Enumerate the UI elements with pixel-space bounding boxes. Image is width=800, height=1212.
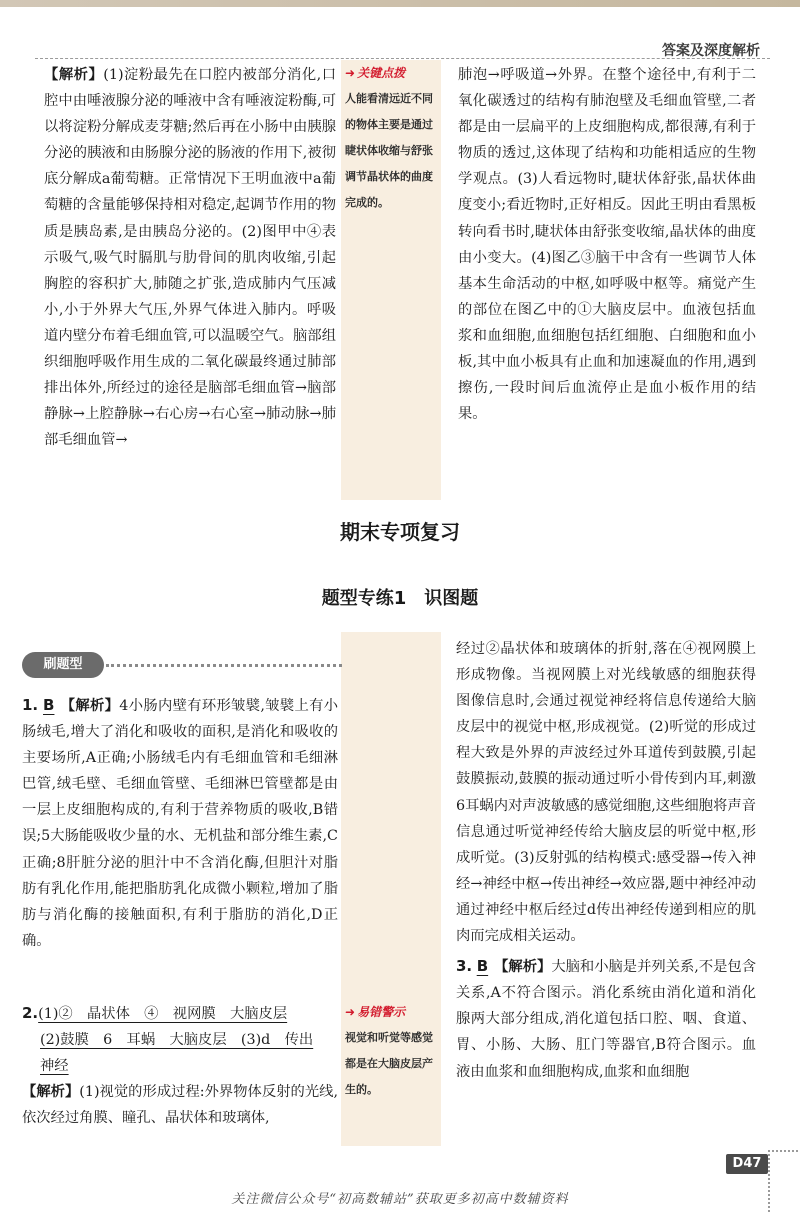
error-warning-text: 视觉和听觉等感觉都是在大脑皮层产生的。 [345,1031,433,1096]
key-point-note [345,63,437,216]
top-right-text: 肺泡→呼吸道→外界。在整个途径中,有利于二氧化碳透过的结构有肺泡壁及毛细血管壁,二者都是由一层扁平的上皮细胞构成,都很薄,有利于物质的透过,这体现了结构和功能相适应的生物学观点。(3)人看远物时,睫状体舒张,晶状体曲度变小;看近物时,正好相反。因此王明由看黑板转向看书时,睫状体由舒张变收缩,晶状体的曲度由小变大。(4)图乙③脑干中含有一些调节人体基本生命活动的中枢,如呼吸中枢等。痛觉产生的部位在图乙中的①大脑皮层中。血液包括血浆和血细胞,血细胞包括红细胞、白细胞和血小板,其中血小板具有止血和加速凝血的作用,遇到擦伤,一段时间后血流停止是血小板作用的结果。 [458,67,756,423]
error-warning-title-text: 易错警示 [357,1005,406,1019]
question-2-number: 2. [22,1004,39,1022]
top-band [0,0,800,7]
question-3-analysis-label: 【解析】 [494,959,552,976]
section-title: 期末专项复习 [340,520,460,544]
question-2-analysis-label: 【解析】 [22,1084,80,1101]
question-2-continuation: 经过②晶状体和玻璃体的折射,落在④视网膜上形成物像。当视网膜上对光线敏感的细胞获得图像信息时,会通过视觉神经将信息传递给大脑皮层中的视觉中枢,形成视觉。(2)听觉的形成过程大致是外界的声波经过外耳道传到鼓膜,引起鼓膜振动,鼓膜的振动通过听小骨传到内耳,刺激6耳蜗内对声波敏感的感觉细胞,这些细胞将声音信息通过听觉神经传给大脑皮层的听觉中枢,形成听觉。(3)反射弧的结构模式:感受器→传入神经→神经中枢→传出神经→效应器,题中神经冲动通过神经中枢后经过d传出神经传递到相应的肌肉而完成相关运动。 [456,641,756,945]
question-2-analysis [22,1079,338,1131]
question-2-text: (1)视觉的形成过程:外界物体反射的光线,依次经过角膜、瞳孔、晶状体和玻璃体, [22,1084,339,1127]
question-1-paragraph [22,692,338,954]
question-2-answer-line-1 [22,1000,338,1027]
error-warning-title [345,1002,437,1022]
page-number: D47 [726,1154,768,1174]
question-3-text: 大脑和小脑是并列关系,不是包含关系,A不符合图示。消化系统由消化道和消化腺两大部分组成,消化道包括口腔、咽、食道、胃、小肠、大肠、肛门等器官,B符合图示。血液由血浆和血细胞构成,血浆和血细胞 [456,959,757,1080]
question-type-badge: 刷题型 [22,652,104,678]
question-1-text: 4小肠内壁有环形皱襞,皱襞上有小肠绒毛,增大了消化和吸收的面积,是消化和吸收的主要场所,A正确;小肠绒毛内有毛细血管和毛细淋巴管,绒毛壁、毛细血管壁、毛细淋巴管壁都是由一层上皮细胞构成的,有利于营养物质的吸收,B错误;5大肠能吸收少量的水、无机盐和部分维生素,C正确;8肝脏分泌的胆汁中不含消化酶,但胆汁对脂肪有乳化作用,能把脂肪乳化成微小颗粒,增加了脂肪与消化酶的接触面积,有利于脂肪的消化,D正确。 [22,698,338,949]
question-1 [22,692,338,954]
dotted-divider [106,664,342,667]
error-warning-note [345,1002,437,1103]
key-point-text: 人能看清远近不同的物体主要是通过睫状体收缩与舒张调节晶状体的曲度完成的。 [345,92,433,209]
question-2-answer-line-2 [22,1027,338,1053]
bottom-right-column [456,636,756,1085]
top-left-column [44,62,336,453]
question-3-answer: B [476,957,489,976]
analysis-label: 【解析】 [44,67,104,83]
arrow-right-icon: ➜ [345,1005,356,1019]
key-point-title [345,63,437,83]
question-1-analysis-label: 【解析】 [60,698,120,714]
top-right-column [458,62,756,427]
header-title: 答案及深度解析 [662,43,760,59]
question-3 [456,953,756,1084]
question-2 [22,1000,338,1131]
question-1-answer: B [43,696,55,714]
question-3-number: 3. [456,957,473,976]
question-2-answer-1: (1)② 晶状体 ④ 视网膜 大脑皮层 [38,1006,288,1022]
footer-note: 关注微信公众号“初高数辅站”获取更多初高中数辅资料 [231,1192,569,1207]
question-2-answer-line-3 [22,1053,338,1079]
section-subtitle: 题型专练1 识图题 [321,588,479,609]
header-divider [35,58,770,59]
arrow-right-icon: ➜ [345,66,356,80]
question-2-answer-3: 神经 [40,1058,69,1075]
top-left-text: (1)淀粉最先在口腔内被部分消化,口腔中由唾液腺分泌的唾液中含有唾液淀粉酶,可以将淀粉分解成麦芽糖;然后再在小肠中由胰腺分泌的胰液和由肠腺分泌的肠液的作用下,被彻底分解成a葡萄糖。正常情况下王明血液中a葡萄糖的含量能够保持相对稳定,起调节作用的物质是胰岛素,是由胰岛分泌的。(2)图甲中④表示吸气,吸气时膈肌与肋骨间的肌肉收缩,引起胸腔的容积扩大,肺随之扩张,造成肺内气压减小,小于外界大气压,外界气体进入肺内。呼吸道内壁分布着毛细血管,可以温暖空气。脑部组织细胞呼吸作用生成的二氧化碳最终通过肺部排出体外,所经过的途径是脑部毛细血管→脑部静脉→上腔静脉→右心房→右心室→肺动脉→肺部毛细血管→ [44,67,337,449]
question-2-answer-2: (2)鼓膜 6 耳蜗 大脑皮层 (3)d 传出 [40,1032,314,1049]
top-left-paragraph [44,62,336,453]
question-1-number: 1. [22,696,39,714]
key-point-title-text: 关键点拨 [357,66,406,80]
question-type-badge-row [22,652,342,680]
